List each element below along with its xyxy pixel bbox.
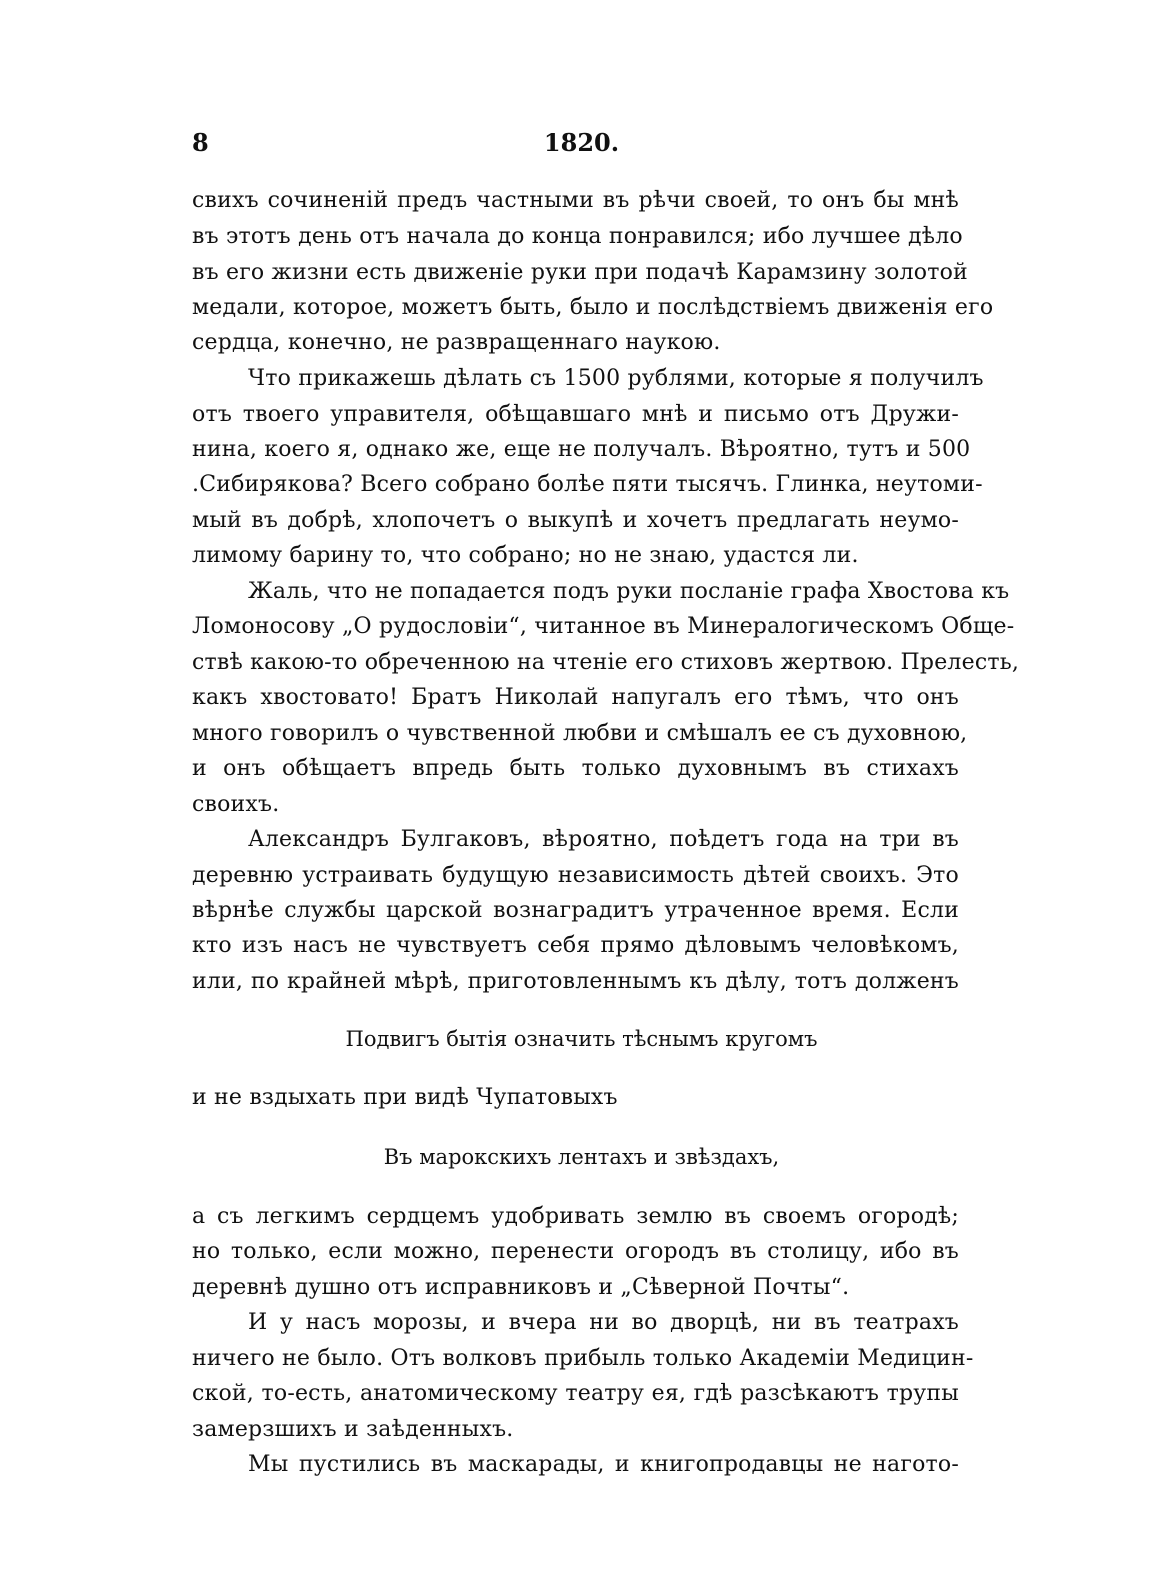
text-line: ской, то-есть, анатомическому театру ея, гдѣ разсѣкаютъ трупы (192, 1381, 959, 1406)
text-line: въ этотъ день отъ начала до конца понравился; ибо лучшее дѣло (192, 224, 963, 249)
verse-line: Подвигъ бытія означить тѣснымъ кругомъ (345, 1027, 818, 1051)
text-line: сердца, конечно, не развращеннаго наукою. (192, 330, 721, 355)
text-line: мый въ добрѣ, хлопочетъ о выкупѣ и хочетъ предлагать неумо- (192, 508, 959, 533)
text-line: деревнѣ душно отъ исправниковъ и „Сѣверной Почты“. (192, 1275, 850, 1300)
text-line: а съ легкимъ сердцемъ удобривать землю въ своемъ огородѣ; (192, 1204, 959, 1229)
page-number: 8 (192, 128, 209, 157)
text-line: отъ твоего управителя, обѣщавшаго мнѣ и письмо отъ Дружи- (192, 402, 959, 427)
text-line: и онъ обѣщаетъ впредь быть только духовнымъ въ стихахъ (192, 756, 959, 781)
text-line: Ломоносову „О рудословіи“, читанное въ Минералогическомъ Обще- (192, 614, 1015, 639)
text-line: лимому барину то, что собрано; но не знаю, удастся ли. (192, 543, 859, 568)
text-line: въ его жизни есть движеніе руки при подачѣ Карамзину золотой (192, 260, 968, 285)
text-line: И у насъ морозы, и вчера ни во дворцѣ, ни въ театрахъ (248, 1310, 959, 1335)
text-line: много говорилъ о чувственной любви и смѣшалъ ее съ духовною, (192, 721, 968, 746)
text-line: свихъ сочиненій предъ частными въ рѣчи своей, то онъ бы мнѣ (192, 188, 959, 213)
text-line: Александръ Булгаковъ, вѣроятно, поѣдетъ года на три въ (248, 827, 959, 852)
text-line: кто изъ насъ не чувствуетъ себя прямо дѣловымъ человѣкомъ, (192, 933, 959, 958)
text-line: какъ хвостовато! Братъ Николай напугалъ его тѣмъ, что онъ (192, 685, 959, 710)
text-line: или, по крайней мѣрѣ, приготовленнымъ къ дѣлу, тотъ долженъ (192, 969, 959, 994)
text-line: Жаль, что не попадается подъ руки посланіе графа Хвостова къ (248, 579, 1010, 604)
verse-line: Въ марокскихъ лентахъ и звѣздахъ, (383, 1145, 780, 1169)
text-line: вѣрнѣе службы царской вознаградитъ утраченное время. Если (192, 898, 959, 923)
text-line: деревню устраивать будущую независимость дѣтей своихъ. Это (192, 863, 959, 888)
text-line: Что прикажешь дѣлать съ 1500 рублями, которые я получилъ (248, 366, 984, 391)
text-line: но только, если можно, перенести огородъ въ столицу, ибо въ (192, 1239, 959, 1264)
text-line: медали, которое, можетъ быть, было и послѣдствіемъ движенія его (192, 295, 994, 320)
text-line: своихъ. (192, 792, 280, 817)
text-line: замерзшихъ и заѣденныхъ. (192, 1417, 514, 1442)
text-line: и не вздыхать при видѣ Чупатовыхъ (192, 1085, 618, 1110)
text-line: .Сибирякова? Всего собрано болѣе пяти тысячъ. Глинка, неутоми- (192, 472, 983, 497)
page-year-header: 1820. (543, 128, 620, 157)
text-line: Мы пустились въ маскарады, и книгопродавцы не нагото- (248, 1452, 959, 1477)
text-line: нина, коего я, однако же, еще не получалъ. Вѣроятно, тутъ и 500 (192, 437, 971, 462)
text-line: ничего не было. Отъ волковъ прибыль только Академіи Медицин- (192, 1346, 974, 1371)
text-line: ствѣ какою-то обреченною на чтеніе его стиховъ жертвою. Прелесть, (192, 650, 1020, 675)
